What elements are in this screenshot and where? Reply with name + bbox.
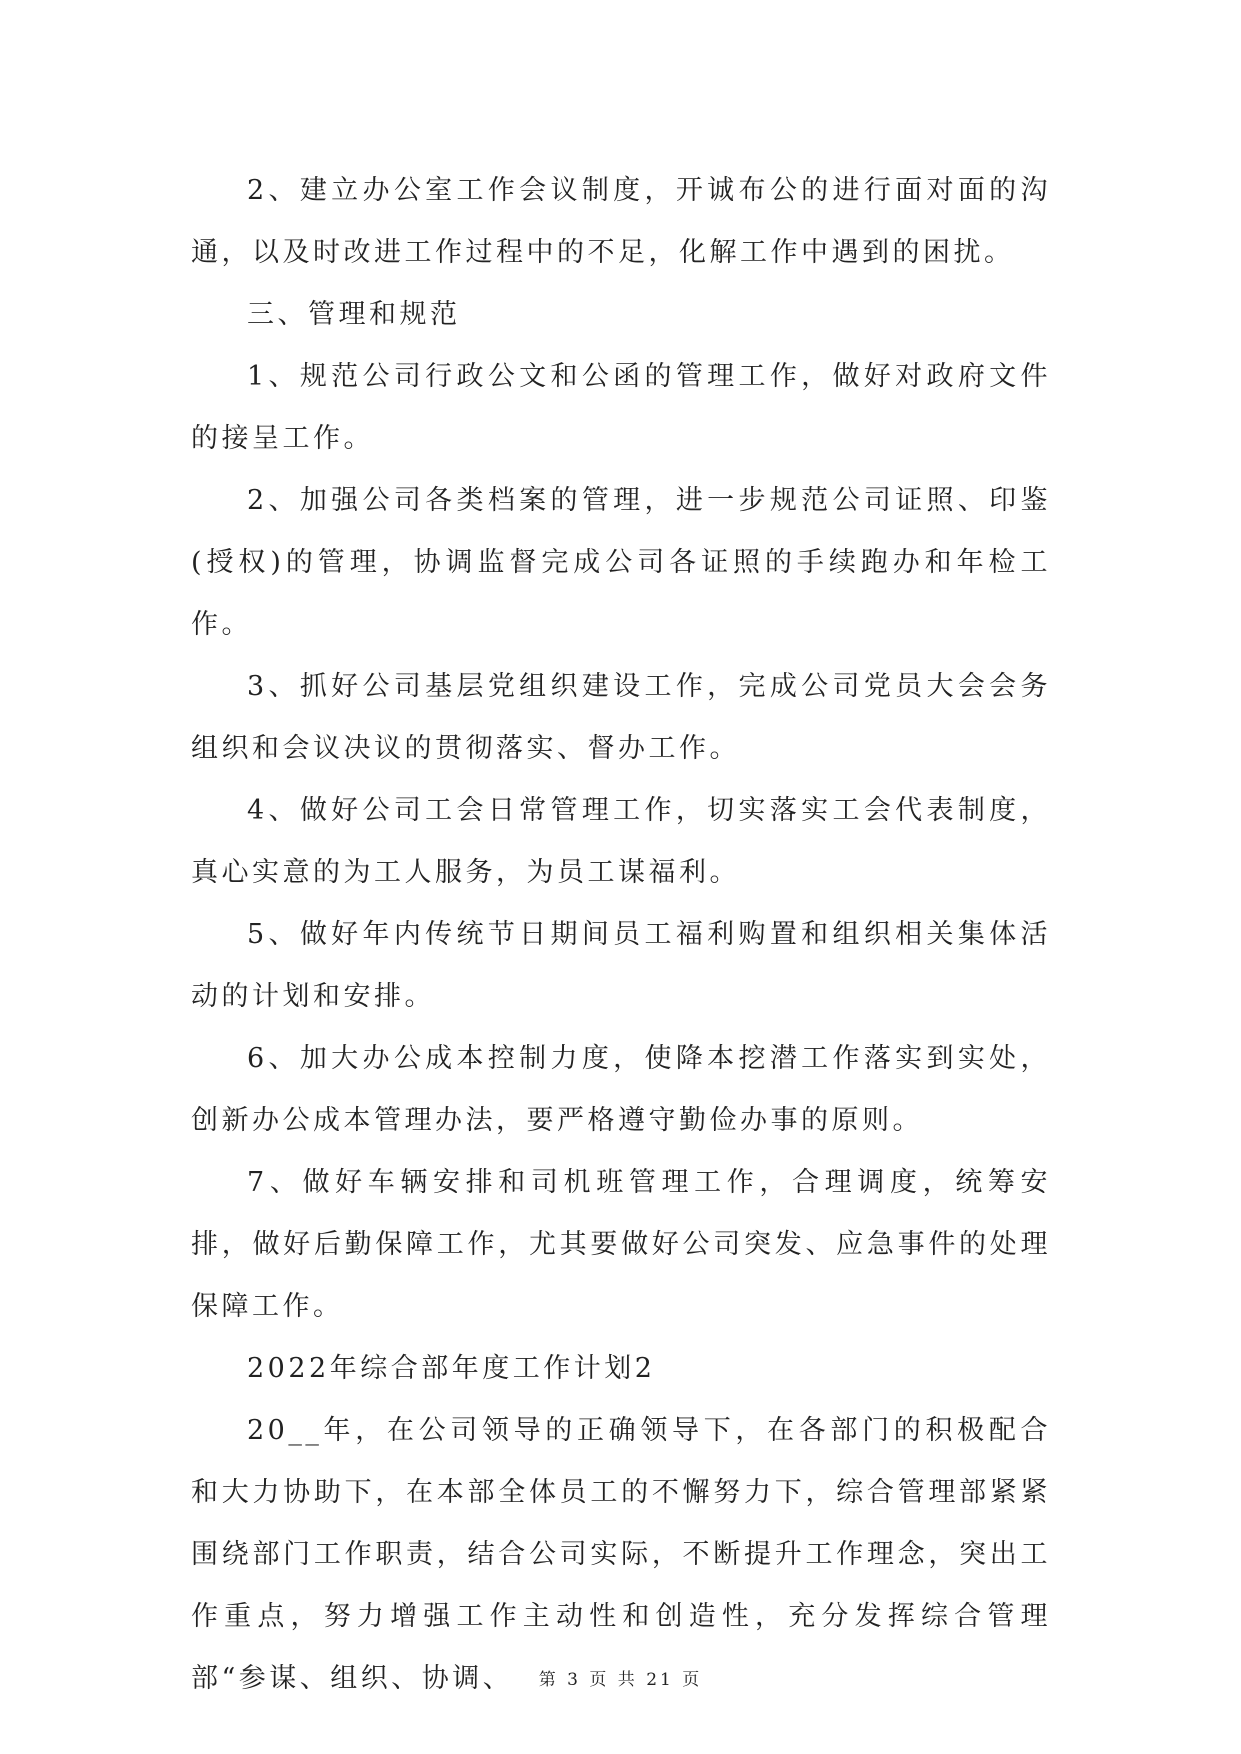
page-number-footer: 第 3 页 共 21 页 [538, 1670, 703, 1690]
document-body [191, 160, 1051, 1710]
paragraph-year-summary: 20__年，在公司领导的正确领导下，在各部门的积极配合和大力协助下，在本部全体员工的不懈努力下，综合管理部紧紧围绕部门工作职责，结合公司实际，不断提升工作理念，突出工作重点，努力增强工作主动性和创造性，充分发挥综合管理部“参谋、组织、协调、 [191, 1415, 1051, 1694]
paragraph-party-organization: 3、抓好公司基层党组织建设工作，完成公司党员大会会务组织和会议决议的贯彻落实、督办工作。 [191, 671, 1051, 764]
paragraph-archives: 2、加强公司各类档案的管理，进一步规范公司证照、印鉴(授权)的管理，协调监督完成公司各证照的手续跑办和年检工作。 [191, 485, 1051, 640]
paragraph-holiday-welfare: 5、做好年内传统节日期间员工福利购置和组织相关集体活动的计划和安排。 [191, 919, 1051, 1012]
section-heading-plan-2: 2022年综合部年度工作计划2 [247, 1353, 656, 1384]
section-heading-management: 三、管理和规范 [247, 299, 461, 330]
paragraph-meeting-system: 2、建立办公室工作会议制度，开诚布公的进行面对面的沟通，以及时改进工作过程中的不足，化解工作中遇到的困扰。 [191, 175, 1051, 268]
paragraph-vehicle-management: 7、做好车辆安排和司机班管理工作，合理调度，统筹安排，做好后勤保障工作，尤其要做好公司突发、应急事件的处理保障工作。 [191, 1167, 1051, 1322]
paragraph-trade-union: 4、做好公司工会日常管理工作，切实落实工会代表制度，真心实意的为工人服务，为员工谋福利。 [191, 795, 1051, 888]
paragraph-official-documents: 1、规范公司行政公文和公函的管理工作，做好对政府文件的接呈工作。 [191, 361, 1051, 454]
paragraph-cost-control: 6、加大办公成本控制力度，使降本挖潜工作落实到实处，创新办公成本管理办法，要严格遵守勤俭办事的原则。 [191, 1043, 1051, 1136]
